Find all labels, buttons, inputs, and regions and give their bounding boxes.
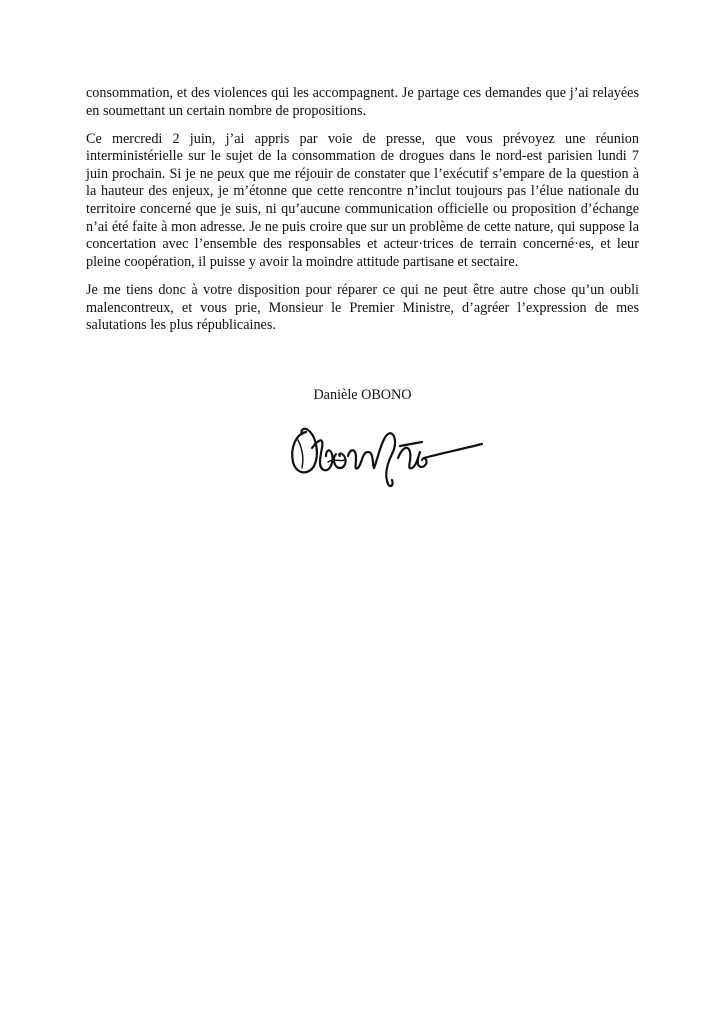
paragraph-1: consommation, et des violences qui les accompagnent. Je partage ces demandes que j’ai relayées en soumettant un certain nombre de propositions.	[86, 85, 639, 119]
paragraph-2: Ce mercredi 2 juin, j’ai appris par voie de presse, que vous prévoyez une réunion interministérielle sur le sujet de la consommation de drogues dans le nord-est parisien lundi 7 juin prochain. Si je ne peux que me réjouir de constater que l’exécutif s’empare de la question à la hauteur des enjeux, je m’étonne que cette rencontre n’inclut toujours pas l’élue nationale du territoire concerné que je suis, ni qu’aucune communication officielle ou proposition d’échange n’ai été faite à mon adresse. Je ne puis croire que sur un problème de cette nature, qui suppose la concertation avec l’ensemble des responsables et acteur·trices de terrain concerné·es, et leur pleine coopération, il puisse y avoir la moindre attitude partisane et sectaire.	[86, 130, 639, 270]
handwritten-signature	[288, 418, 484, 490]
paragraph-3: Je me tiens donc à votre disposition pour réparer ce qui ne peut être autre chose qu’un oubli malencontreux, et vous prie, Monsieur le Premier Ministre, d’agréer l’expression de mes salutations les plus républicaines.	[86, 281, 639, 334]
signatory-name: Danièle OBONO	[313, 387, 412, 403]
letter-body	[86, 85, 639, 345]
